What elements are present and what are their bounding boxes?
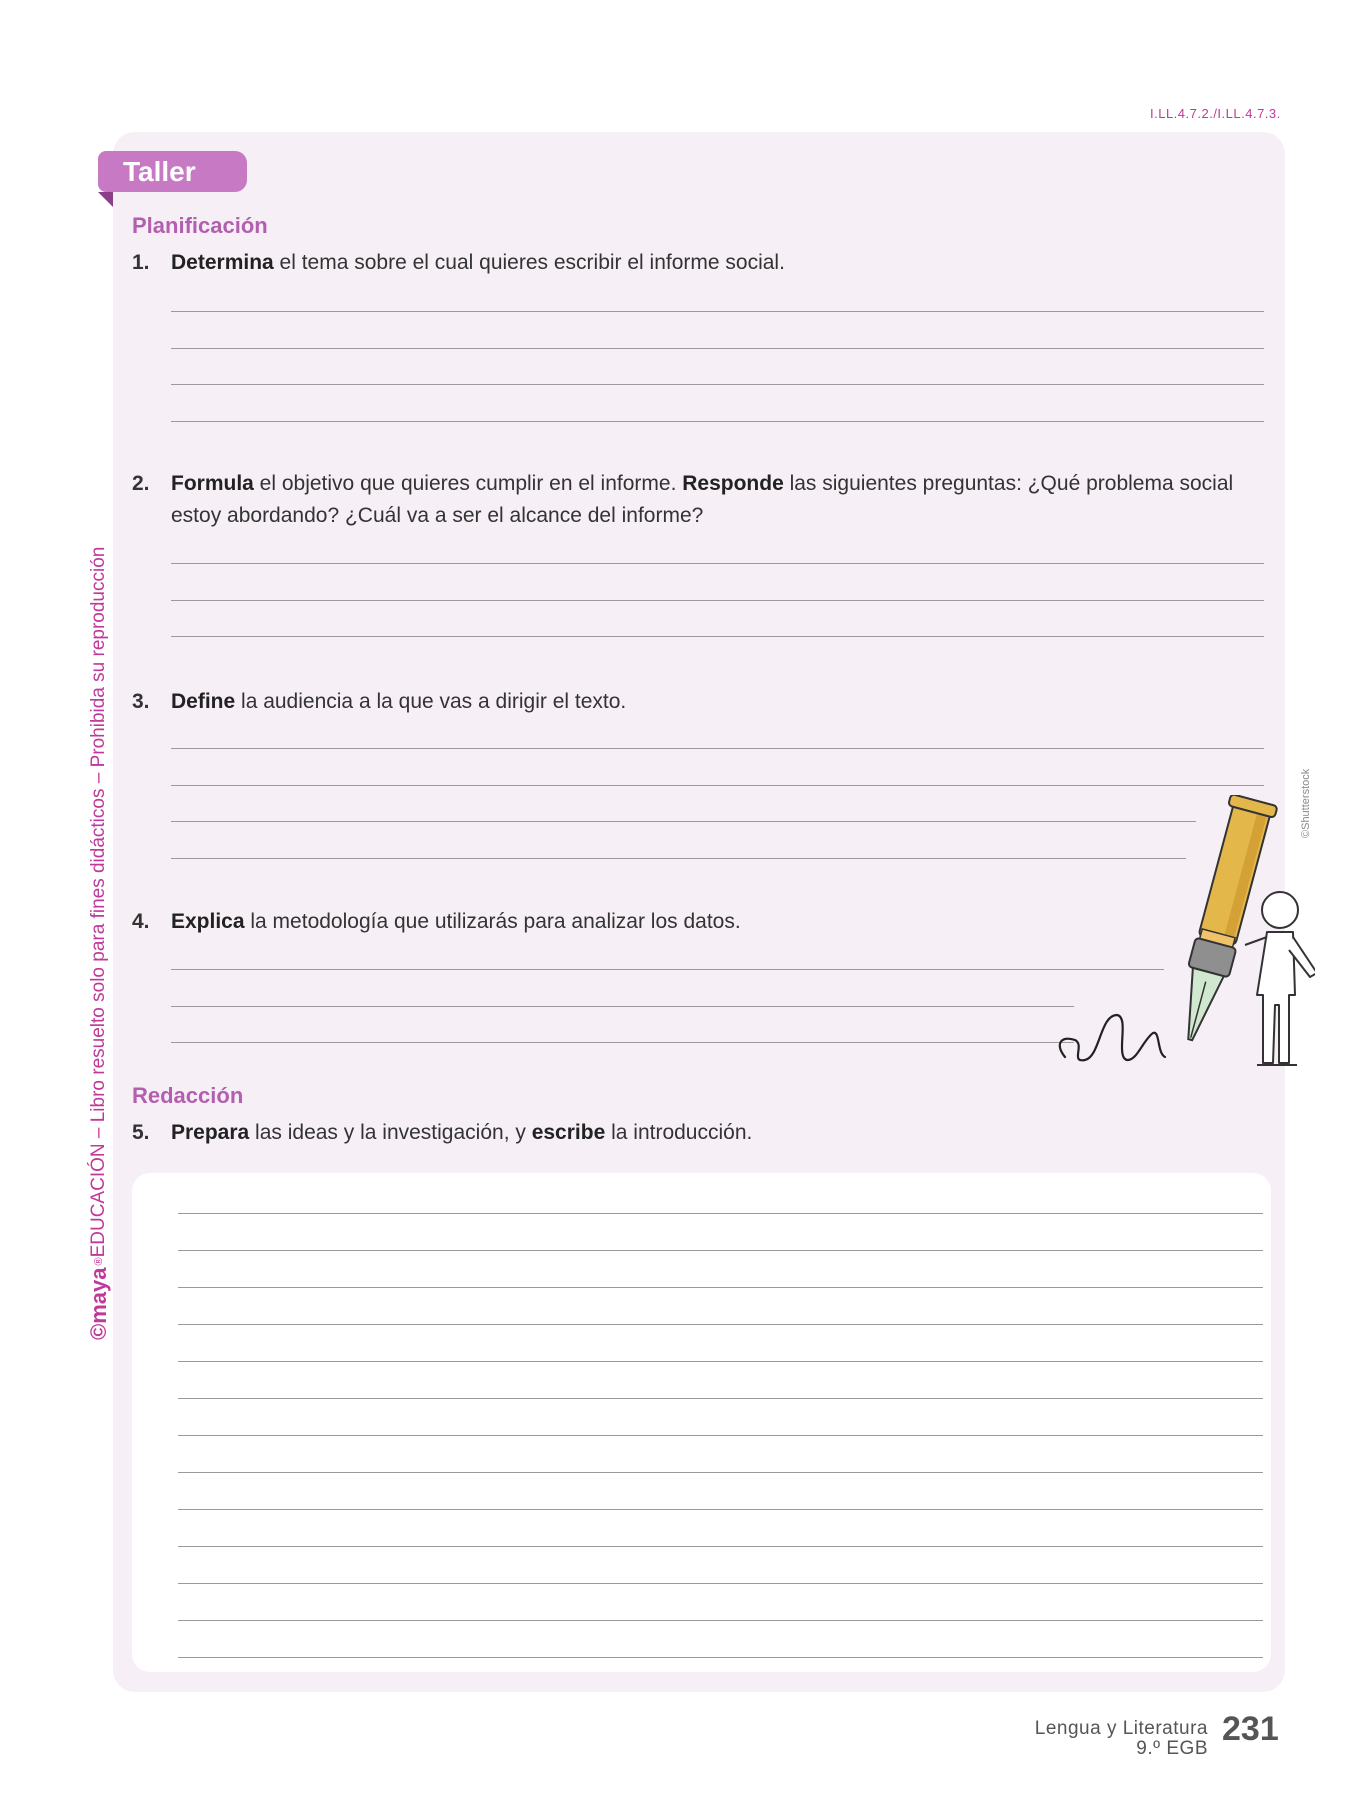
question-number: 1. [132, 251, 150, 274]
question-verb: Define [171, 690, 236, 713]
answer-line[interactable] [171, 785, 1264, 786]
answer-line[interactable] [171, 348, 1264, 349]
maya-brand: ©maya [86, 1267, 111, 1340]
writing-line[interactable] [178, 1546, 1263, 1547]
indicator-code: I.LL.4.7.2./I.LL.4.7.3. [1150, 106, 1281, 121]
answer-line[interactable] [171, 748, 1264, 749]
writing-line[interactable] [178, 1361, 1263, 1362]
writing-line[interactable] [178, 1324, 1263, 1325]
question-number: 5. [132, 1121, 150, 1144]
answer-line[interactable] [171, 969, 1164, 970]
writing-line[interactable] [178, 1509, 1263, 1510]
question-verb: Formula [171, 472, 254, 495]
question-text: la metodología que utilizarás para analizar los datos. [244, 910, 741, 933]
writing-box[interactable] [132, 1173, 1271, 1672]
question-verb: Prepara [171, 1121, 250, 1144]
question-verb-2: escribe [531, 1121, 606, 1144]
figure-head [1262, 892, 1298, 928]
writing-line[interactable] [178, 1435, 1263, 1436]
footer-subject [1035, 1719, 1208, 1759]
question-verb: Explica [171, 910, 245, 933]
writing-line[interactable] [178, 1583, 1263, 1584]
writing-line[interactable] [178, 1287, 1263, 1288]
question-number: 2. [132, 472, 150, 495]
section-redaccion: Redacción [132, 1083, 244, 1108]
question-5 [132, 1117, 1262, 1149]
page-number: 231 [1222, 1710, 1279, 1748]
taller-tag: Taller [98, 151, 247, 192]
writing-line[interactable] [178, 1398, 1263, 1399]
writing-line[interactable] [178, 1472, 1263, 1473]
subject-name: Lengua y Literatura [1034, 1718, 1208, 1739]
question-verb-2: Responde [682, 472, 784, 495]
section-planificacion: Planificación [132, 213, 268, 238]
question-3 [132, 686, 1262, 718]
question-text: el objetivo que quieres cumplir en el informe. [253, 472, 683, 495]
scribble-line [1060, 1015, 1165, 1060]
answer-line[interactable] [171, 1042, 1074, 1043]
writing-line[interactable] [178, 1657, 1263, 1658]
pen-figure-illustration [1045, 795, 1315, 1075]
answer-line[interactable] [171, 600, 1264, 601]
answer-line[interactable] [171, 821, 1196, 822]
question-text-2: la introducción. [605, 1121, 753, 1144]
writing-line[interactable] [178, 1213, 1263, 1214]
answer-line[interactable] [171, 311, 1264, 312]
answer-line[interactable] [171, 421, 1264, 422]
answer-line[interactable] [171, 563, 1264, 564]
question-text-2: las siguientes preguntas: ¿Qué problema social estoy abordando? ¿Cuál va a ser el alcance del informe? [171, 472, 1234, 527]
answer-line[interactable] [171, 1006, 1074, 1007]
writing-line[interactable] [178, 1620, 1263, 1621]
answer-line[interactable] [171, 636, 1264, 637]
question-verb: Determina [171, 251, 274, 274]
answer-line[interactable] [171, 858, 1186, 859]
question-text: la audiencia a la que vas a dirigir el texto. [235, 690, 627, 713]
copyright-sidebar [84, 480, 114, 1340]
copyright-text: EDUCACIÓN – Libro resuelto solo para fines didácticos – Prohibida su reproducción [88, 546, 109, 1258]
question-4 [132, 906, 1132, 938]
tag-fold [98, 192, 113, 207]
question-1 [132, 247, 1262, 279]
figure-arm-left [1245, 937, 1267, 945]
question-number: 4. [132, 910, 150, 933]
answer-line[interactable] [171, 384, 1264, 385]
question-number: 3. [132, 690, 150, 713]
grade-level: 9.º EGB [1136, 1738, 1208, 1759]
question-2 [132, 468, 1277, 532]
image-credit: ©Shutterstock [1300, 768, 1312, 838]
writing-line[interactable] [178, 1250, 1263, 1251]
question-text: las ideas y la investigación, y [249, 1121, 532, 1144]
question-text: el tema sobre el cual quieres escribir el informe social. [273, 251, 785, 274]
registered-mark: ® [93, 1257, 105, 1266]
